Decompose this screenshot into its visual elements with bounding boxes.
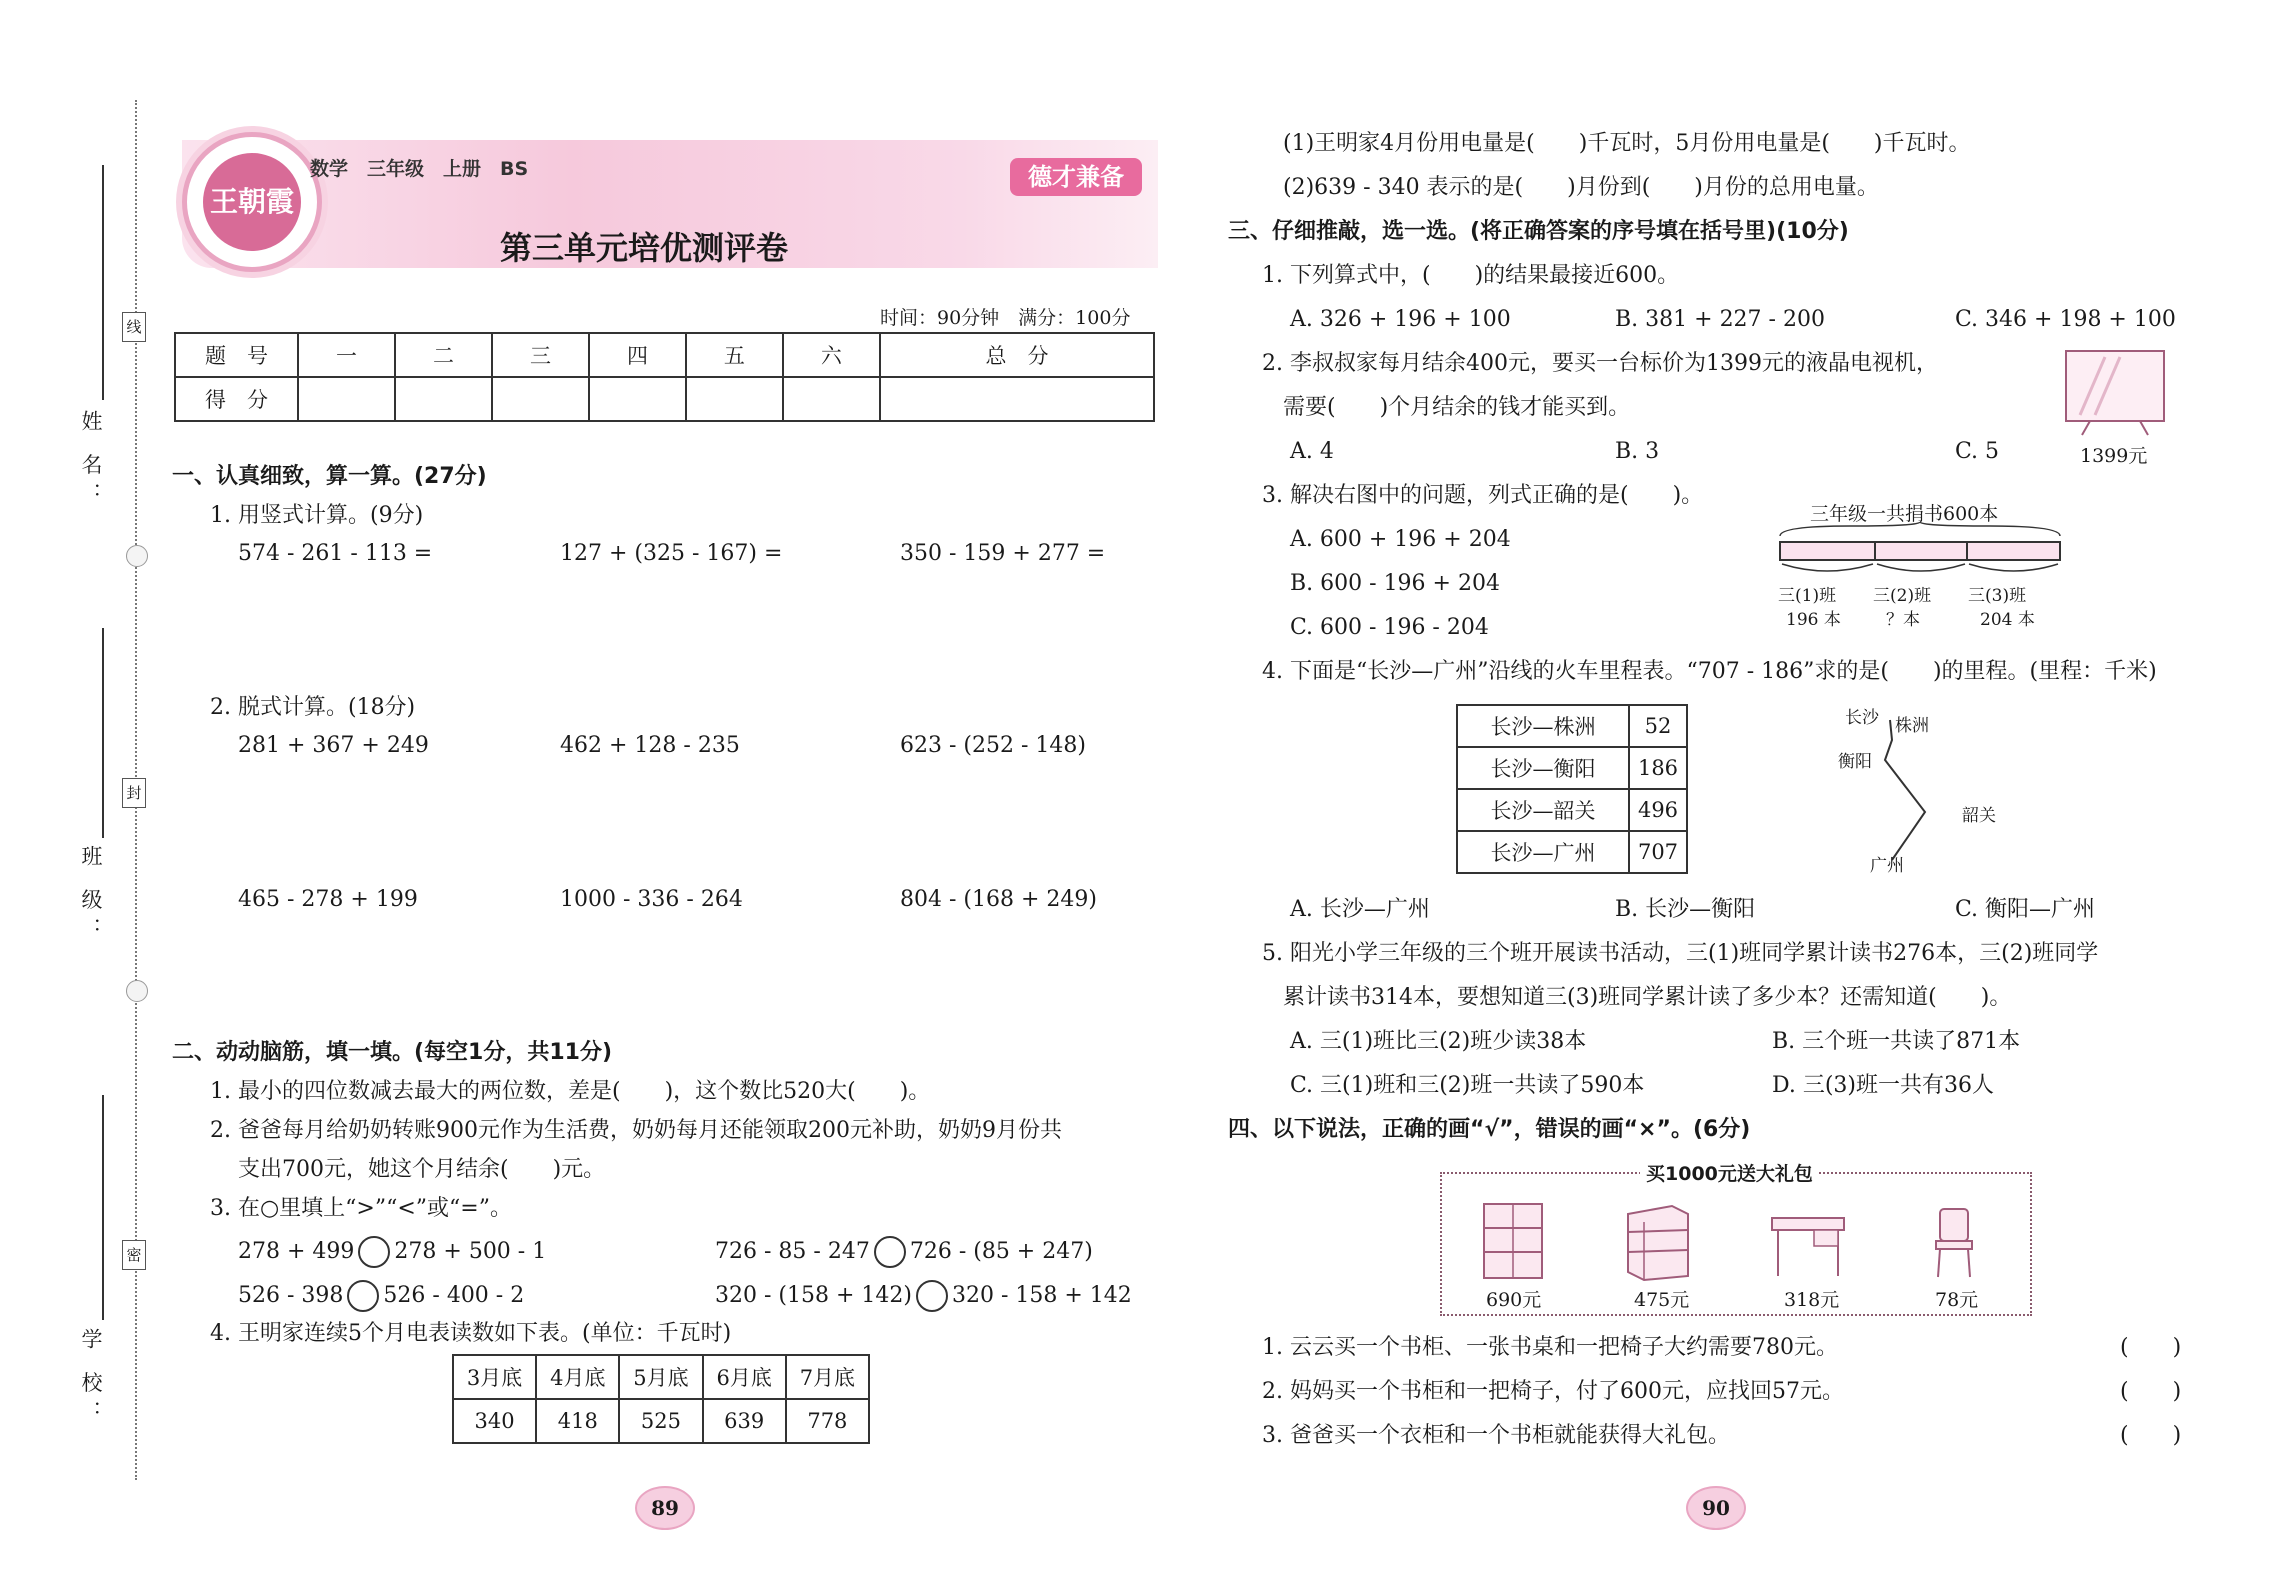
score-table <box>174 332 1155 422</box>
score-cell[interactable] <box>880 377 1154 421</box>
meter-value: 639 <box>703 1399 786 1443</box>
meter-value: 525 <box>619 1399 702 1443</box>
score-cell[interactable] <box>783 377 880 421</box>
option: B. 381 + 227 - 200 <box>1615 307 1825 332</box>
bookcase-icon <box>1478 1200 1548 1282</box>
furniture-price: 318元 <box>1784 1289 1840 1311</box>
score-table-head: 二 <box>395 333 492 377</box>
time-info: 时间：90分钟 满分：100分 <box>880 307 1131 329</box>
rail-distance: 52 <box>1629 705 1687 747</box>
map-label: 韶关 <box>1962 806 1996 826</box>
s3-q5-cont: 累计读书314本，要想知道三(3)班同学累计读了多少本？还需知道( )。 <box>1283 985 2012 1010</box>
score-cell[interactable] <box>492 377 589 421</box>
tv-icon <box>2060 345 2170 440</box>
option: B. 长沙—衡阳 <box>1615 897 1756 922</box>
s1-q2-expr: 462 + 128 - 235 <box>560 733 740 758</box>
page-number-left: 89 <box>635 1486 695 1530</box>
s1-q1-title: 1. 用竖式计算。(9分) <box>210 503 424 528</box>
compare-left: 726 - 85 - 247 <box>715 1239 870 1264</box>
compare-right: 526 - 400 - 2 <box>383 1283 525 1308</box>
diagram-class-label: 三(1)班 <box>1778 586 1837 606</box>
school-label: 学 校： <box>79 1328 103 1430</box>
rail-distance: 707 <box>1629 831 1687 873</box>
answer-paren[interactable]: ( ) <box>2120 1423 2182 1448</box>
brand-logo <box>182 132 322 272</box>
name-label: 姓 名： <box>79 410 103 512</box>
rail-distance: 186 <box>1629 747 1687 789</box>
section-2-title: 二、动动脑筋，填一填。(每空1分，共11分) <box>172 1040 613 1065</box>
meter-head: 7月底 <box>786 1355 869 1399</box>
s3-q3: 3. 解决右图中的问题，列式正确的是( )。 <box>1262 483 1704 508</box>
binding-hole-icon <box>126 545 148 567</box>
option: C. 5 <box>1955 439 2000 464</box>
answer-paren[interactable]: ( ) <box>2120 1335 2182 1360</box>
segment-diagram <box>1770 522 2070 582</box>
option: B. 600 - 196 + 204 <box>1290 571 1500 596</box>
meter-head: 3月底 <box>453 1355 536 1399</box>
brand-logo-text: 王朝霞 <box>203 153 301 251</box>
compare-right: 278 + 500 - 1 <box>394 1239 547 1264</box>
score-table-head: 五 <box>686 333 783 377</box>
section-4-title: 四、以下说法，正确的画“√”，错误的画“×”。(6分) <box>1228 1117 1751 1142</box>
compare-left: 278 + 499 <box>238 1239 355 1264</box>
name-line <box>102 165 104 400</box>
diagram-total-label: 三年级一共捐书600本 <box>1810 503 1999 525</box>
s4-statement: 3. 爸爸买一个衣柜和一个书柜就能获得大礼包。 <box>1262 1423 1730 1448</box>
s3-q1: 1. 下列算式中，( )的结果最接近600。 <box>1262 263 1680 288</box>
compare-circle[interactable] <box>358 1236 390 1268</box>
s1-q1-expr: 127 + (325 - 167) = <box>560 541 783 566</box>
option: C. 衡阳—广州 <box>1955 897 2096 922</box>
s1-q2-title: 2. 脱式计算。(18分) <box>210 695 416 720</box>
furniture-price: 78元 <box>1935 1289 1979 1311</box>
s2-q4-part1: (1)王明家4月份用电量是( )千瓦时，5月份用电量是( )千瓦时。 <box>1283 131 1971 156</box>
s1-q1-expr: 574 - 261 - 113 = <box>238 541 433 566</box>
header-tag: 德才兼备 <box>1010 158 1142 196</box>
compare-circle[interactable] <box>347 1280 379 1312</box>
s3-q2: 2. 李叔叔家每月结余400元，要买一台标价为1399元的液晶电视机， <box>1262 351 1938 376</box>
promo-title: 买1000元送大礼包 <box>1640 1160 1819 1188</box>
score-table-head: 总 分 <box>880 333 1154 377</box>
tv-price: 1399元 <box>2080 445 2148 467</box>
s3-q5: 5. 阳光小学三年级的三个班开展读书活动，三(1)班同学累计读书276本，三(2)班同学 <box>1262 941 2099 966</box>
answer-paren[interactable]: ( ) <box>2120 1379 2182 1404</box>
furniture-price: 475元 <box>1634 1289 1690 1311</box>
s2-q2-cont: 支出700元，她这个月结余( )元。 <box>238 1157 606 1182</box>
s2-q4: 4. 王明家连续5个月电表读数如下表。(单位：千瓦时) <box>210 1321 732 1346</box>
score-table-head: 四 <box>589 333 686 377</box>
option: B. 3 <box>1615 439 1660 464</box>
s3-q4: 4. 下面是“长沙—广州”沿线的火车里程表。“707 - 186”求的是( )的里程。(里程：千米) <box>1262 659 2157 684</box>
s1-q2-expr: 623 - (252 - 148) <box>900 733 1086 758</box>
s2-q1: 1. 最小的四位数减去最大的两位数，差是( )，这个数比520大( )。 <box>210 1079 931 1104</box>
option: A. 326 + 196 + 100 <box>1290 307 1511 332</box>
binding-hole-icon <box>126 980 148 1002</box>
meter-table <box>452 1354 870 1444</box>
desk-icon <box>1768 1210 1848 1280</box>
score-table-head: 题 号 <box>175 333 298 377</box>
meter-value: 778 <box>786 1399 869 1443</box>
score-table-head: 六 <box>783 333 880 377</box>
meter-value: 340 <box>453 1399 536 1443</box>
compare-circle[interactable] <box>874 1236 906 1268</box>
option: C. 三(1)班和三(2)班一共读了590本 <box>1290 1073 1645 1098</box>
compare-right: 320 - 158 + 142 <box>951 1283 1132 1308</box>
diagram-class-value: 196 本 <box>1786 610 1841 630</box>
s1-q2-expr: 1000 - 336 - 264 <box>560 887 743 912</box>
score-cell[interactable] <box>395 377 492 421</box>
score-cell[interactable] <box>298 377 395 421</box>
option: A. 600 + 196 + 204 <box>1290 527 1511 552</box>
option: B. 三个班一共读了871本 <box>1772 1029 2021 1054</box>
score-row-label: 得 分 <box>175 377 298 421</box>
option: C. 346 + 198 + 100 <box>1955 307 2176 332</box>
school-line <box>102 1095 104 1320</box>
option: C. 600 - 196 - 204 <box>1290 615 1489 640</box>
page-number-right: 90 <box>1686 1486 1746 1530</box>
seal-label-feng: 封 <box>122 778 146 808</box>
compare-item <box>238 1236 546 1268</box>
meter-head: 5月底 <box>619 1355 702 1399</box>
map-label: 长沙 <box>1845 708 1879 728</box>
compare-item <box>238 1280 524 1312</box>
rail-route: 长沙—广州 <box>1457 831 1629 873</box>
option: A. 长沙—广州 <box>1290 897 1430 922</box>
rail-route: 长沙—韶关 <box>1457 789 1629 831</box>
bookshelf-icon <box>1620 1200 1696 1282</box>
meter-value: 418 <box>536 1399 619 1443</box>
seal-label-mi: 密 <box>122 1240 146 1270</box>
option: D. 三(3)班一共有36人 <box>1772 1073 1994 1098</box>
compare-item <box>715 1236 1093 1268</box>
meter-head: 6月底 <box>703 1355 786 1399</box>
rail-route: 长沙—衡阳 <box>1457 747 1629 789</box>
s4-statement: 1. 云云买一个书柜、一张书桌和一把椅子大约需要780元。 <box>1262 1335 1838 1360</box>
s1-q2-expr: 281 + 367 + 249 <box>238 733 429 758</box>
meter-head: 4月底 <box>536 1355 619 1399</box>
compare-left: 526 - 398 <box>238 1283 344 1308</box>
map-label: 广州 <box>1870 856 1904 876</box>
rail-route: 长沙—株洲 <box>1457 705 1629 747</box>
diagram-class-label: 三(2)班 <box>1873 586 1932 606</box>
score-cell[interactable] <box>686 377 783 421</box>
compare-right: 726 - (85 + 247) <box>909 1239 1093 1264</box>
s2-q3: 3. 在○里填上“>”“<”或“=”。 <box>210 1196 512 1221</box>
s4-statement: 2. 妈妈买一个书柜和一把椅子，付了600元，应找回57元。 <box>1262 1379 1844 1404</box>
score-table-head: 三 <box>492 333 589 377</box>
furniture-price: 690元 <box>1486 1289 1542 1311</box>
page-title: 第三单元培优测评卷 <box>500 229 789 267</box>
compare-item <box>715 1280 1132 1312</box>
section-1-title: 一、认真细致，算一算。(27分) <box>172 464 487 489</box>
s2-q4-part2: (2)639 - 340 表示的是( )月份到( )月份的总用电量。 <box>1283 175 1879 200</box>
diagram-class-value: ？本 <box>1886 610 1920 630</box>
chair-icon <box>1930 1205 1980 1281</box>
compare-left: 320 - (158 + 142) <box>715 1283 912 1308</box>
class-line <box>102 628 104 838</box>
s2-q2: 2. 爸爸每月给奶奶转账900元作为生活费，奶奶每月还能领取200元补助，奶奶9月份共 <box>210 1118 1062 1143</box>
rail-table <box>1456 704 1688 874</box>
rail-distance: 496 <box>1629 789 1687 831</box>
s3-q2-cont: 需要( )个月结余的钱才能买到。 <box>1283 395 1631 420</box>
option: A. 4 <box>1290 439 1334 464</box>
diagram-class-value: 204 本 <box>1980 610 2035 630</box>
score-table-head: 一 <box>298 333 395 377</box>
option: A. 三(1)班比三(2)班少读38本 <box>1290 1029 1587 1054</box>
score-cell[interactable] <box>589 377 686 421</box>
class-label: 班 级： <box>79 845 103 947</box>
diagram-class-label: 三(3)班 <box>1968 586 2027 606</box>
map-label: 株洲 <box>1895 716 1929 736</box>
subject-line: 数学 三年级 上册 BS <box>310 158 529 180</box>
s1-q2-expr: 804 - (168 + 249) <box>900 887 1097 912</box>
seal-label-xian: 线 <box>122 312 146 342</box>
s1-q2-expr: 465 - 278 + 199 <box>238 887 418 912</box>
section-3-title: 三、仔细推敲，选一选。(将正确答案的序号填在括号里)(10分) <box>1228 219 1849 244</box>
compare-circle[interactable] <box>916 1280 948 1312</box>
map-label: 衡阳 <box>1838 752 1872 772</box>
s1-q1-expr: 350 - 159 + 277 = <box>900 541 1106 566</box>
